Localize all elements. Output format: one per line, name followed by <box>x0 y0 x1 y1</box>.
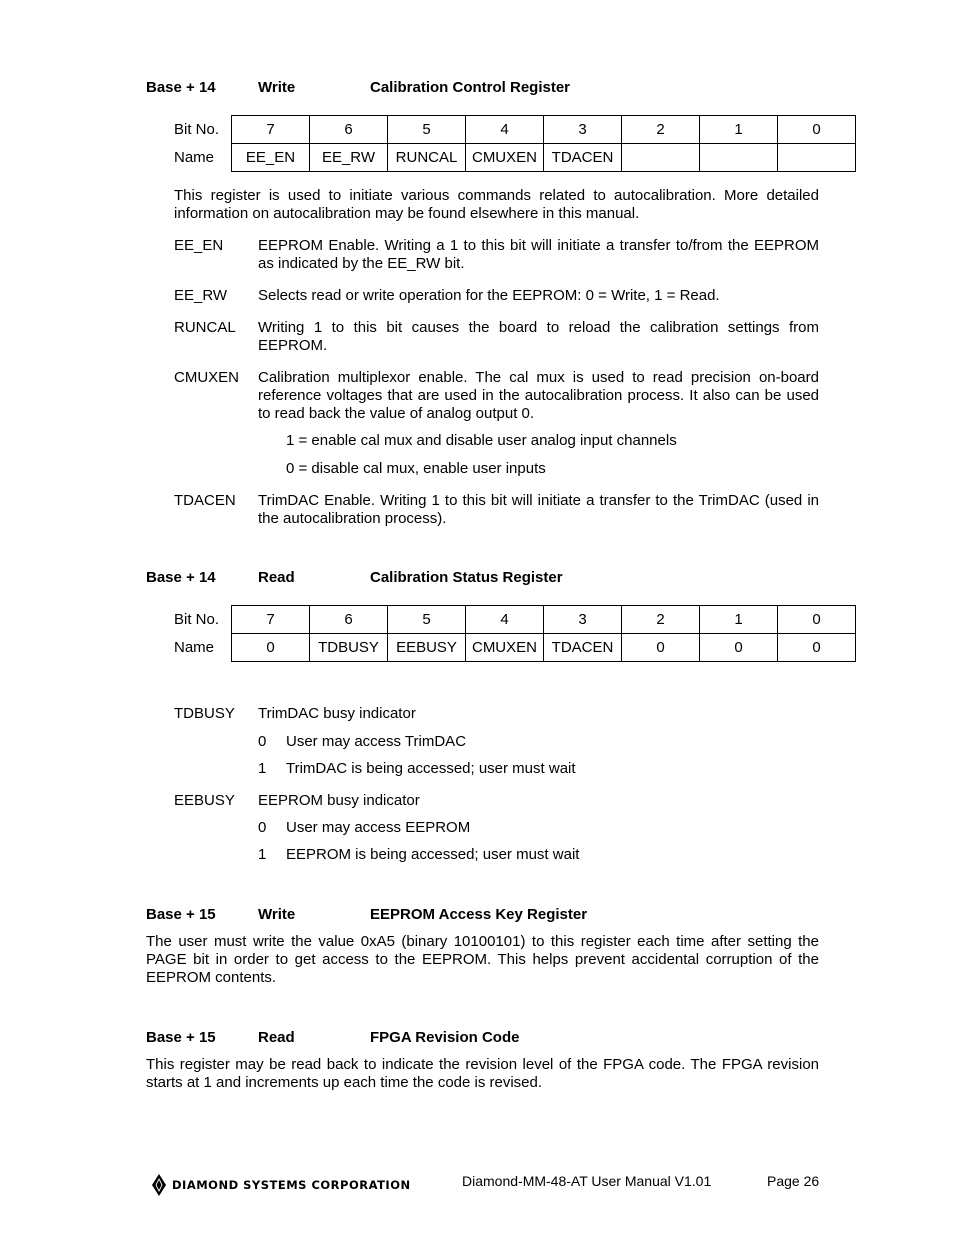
bit-cell: 5 <box>388 116 466 144</box>
bit-cell: 1 <box>700 606 778 634</box>
bit-description: TrimDAC busy indicator <box>258 705 416 722</box>
bit-cell: 2 <box>622 606 700 634</box>
option-value: 1 <box>258 846 267 863</box>
register-offset: Base + 14 <box>146 569 216 586</box>
option-value: 0 <box>258 819 267 836</box>
page-number: Page 26 <box>767 1173 820 1189</box>
bit-name-cell: CMUXEN <box>466 634 544 662</box>
bit-cell: 5 <box>388 606 466 634</box>
bit-name-cell: 0 <box>232 634 310 662</box>
register-access: Read <box>258 569 295 586</box>
bit-cell: 2 <box>622 116 700 144</box>
bit-number-row <box>174 606 856 634</box>
register-offset: Base + 15 <box>146 906 216 923</box>
bit-term: TDBUSY <box>174 705 235 722</box>
bit-term: EE_RW <box>174 287 228 304</box>
bit-cell: 6 <box>310 116 388 144</box>
register-bit-table <box>174 115 856 172</box>
option-text: TrimDAC is being accessed; user must wait <box>286 760 576 777</box>
bit-name-cell: EE_EN <box>232 144 310 172</box>
bit-name-cell: CMUXEN <box>466 144 544 172</box>
option-text: User may access TrimDAC <box>286 733 467 750</box>
bit-name-cell: 0 <box>700 634 778 662</box>
bit-name-row <box>174 634 856 662</box>
bit-name-label: Name <box>174 149 215 166</box>
diamond-logo-icon <box>152 1174 166 1196</box>
bit-term: RUNCAL <box>174 319 236 336</box>
bit-description: Selects read or write operation for the EEPROM: 0 = Write, 1 = Read. <box>258 287 720 304</box>
bit-cell: 3 <box>544 116 622 144</box>
bit-cell: 4 <box>466 116 544 144</box>
bit-name-cell: 0 <box>778 634 856 662</box>
option-value: 1 <box>258 760 267 777</box>
register-access: Write <box>258 79 296 96</box>
bit-cell: 3 <box>544 606 622 634</box>
bit-name-cell: RUNCAL <box>388 144 466 172</box>
bit-cell: 7 <box>232 606 310 634</box>
register-description: This register may be read back to indicate the revision level of the FPGA code. The FPGA revision starts at 1 and increments up each time the code is revised. <box>146 1056 819 1091</box>
bit-name-cell: TDACEN <box>544 634 622 662</box>
register-offset: Base + 15 <box>146 1029 216 1046</box>
bit-term: CMUXEN <box>174 369 240 386</box>
bit-number-label: Bit No. <box>174 611 220 628</box>
bit-cell: 6 <box>310 606 388 634</box>
register-title: Calibration Status Register <box>370 569 563 586</box>
bit-cell: 0 <box>778 606 856 634</box>
bit-description: Writing 1 to this bit causes the board to reload the calibration settings from EEPROM. <box>258 319 819 354</box>
company-logo <box>152 1174 411 1196</box>
company-name: DIAMOND SYSTEMS CORPORATION <box>172 1178 411 1192</box>
bit-cell: 0 <box>778 116 856 144</box>
bit-name-cell <box>778 144 856 172</box>
bit-name-cell <box>622 144 700 172</box>
option-text: 0 = disable cal mux, enable user inputs <box>286 460 546 477</box>
option-value: 0 <box>258 733 267 750</box>
register-access: Write <box>258 906 296 923</box>
option-text: 1 = enable cal mux and disable user analog input channels <box>286 432 677 449</box>
register-description: This register is used to initiate various commands related to autocalibration. More detailed information on autocalibration may be found elsewhere in this manual. <box>174 187 819 222</box>
bit-name-row <box>174 144 856 172</box>
register-title: FPGA Revision Code <box>370 1029 520 1046</box>
bit-name-cell: EE_RW <box>310 144 388 172</box>
bit-name-cell: 0 <box>622 634 700 662</box>
register-title: Calibration Control Register <box>370 79 571 96</box>
bit-description: EEPROM busy indicator <box>258 792 420 809</box>
bit-cell: 1 <box>700 116 778 144</box>
bit-name-cell: TDACEN <box>544 144 622 172</box>
bit-cell: 4 <box>466 606 544 634</box>
bit-term: TDACEN <box>174 492 236 509</box>
bit-term: EEBUSY <box>174 792 235 809</box>
bit-cell: 7 <box>232 116 310 144</box>
bit-number-row <box>174 116 856 144</box>
bit-description: Calibration multiplexor enable. The cal mux is used to read precision on-board reference voltages that are used in the autocalibration process. It also can be used to read back the value of analog output 0. <box>258 369 819 422</box>
bit-name-cell: TDBUSY <box>310 634 388 662</box>
option-text: User may access EEPROM <box>286 819 471 836</box>
bit-number-label: Bit No. <box>174 121 220 138</box>
register-bit-table <box>174 605 856 662</box>
register-access: Read <box>258 1029 295 1046</box>
option-text: EEPROM is being accessed; user must wait <box>286 846 580 863</box>
bit-description: TrimDAC Enable. Writing 1 to this bit will initiate a transfer to the TrimDAC (used in the autocalibration process). <box>258 492 819 527</box>
bit-name-cell <box>700 144 778 172</box>
bit-name-label: Name <box>174 639 215 656</box>
register-offset: Base + 14 <box>146 79 216 96</box>
register-description: The user must write the value 0xA5 (binary 10100101) to this register each time after setting the PAGE bit in order to get access to the EEPROM. This helps prevent accidental corruption of the EEPROM contents. <box>146 933 819 986</box>
manual-title: Diamond-MM-48-AT User Manual V1.01 <box>462 1173 712 1189</box>
bit-term: EE_EN <box>174 237 224 254</box>
bit-name-cell: EEBUSY <box>388 634 466 662</box>
bit-description: EEPROM Enable. Writing a 1 to this bit will initiate a transfer to/from the EEPROM as indicated by the EE_RW bit. <box>258 237 819 272</box>
register-title: EEPROM Access Key Register <box>370 906 588 923</box>
